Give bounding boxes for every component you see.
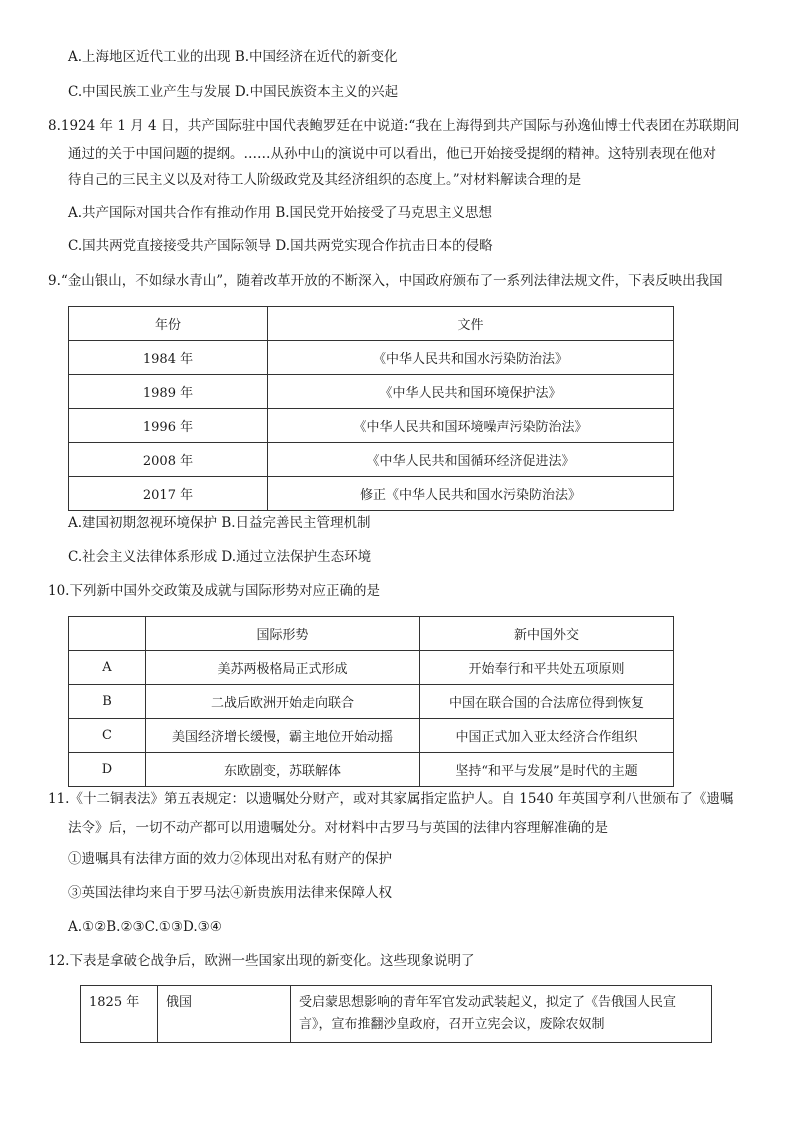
q11-options: A.①②B.②③C.①③D.③④	[68, 919, 222, 935]
table-cell-year: 1984 年	[69, 341, 268, 375]
table-cell-year: 1996 年	[69, 409, 268, 443]
q8-stem-line1: 8.1924 年 1 月 4 日，共产国际驻中国代表鲍罗廷在中说道:“我在上海得到共产国际与孙逸仙博士代表团在苏联期间	[48, 118, 740, 134]
q12-table	[80, 985, 712, 1043]
table-cell-option: B	[69, 685, 146, 719]
q9-stem-line1: 9.“金山银山，不如绿水青山”，随着改革开放的不断深入，中国政府颁布了一系列法律法规文件，下表反映出我国	[48, 273, 723, 289]
table-header-cell	[69, 617, 146, 651]
q7-options-cd: C.中国民族工业产生与发展 D.中国民族资本主义的兴起	[68, 84, 399, 100]
table-cell-document: 《中华人民共和国环境噪声污染防治法》	[268, 409, 674, 443]
table-cell-situation: 美国经济增长缓慢，霸主地位开始动摇	[146, 719, 420, 753]
table-cell-option: D	[69, 753, 146, 787]
q9-options-cd: C.社会主义法律体系形成 D.通过立法保护生态环境	[68, 549, 372, 565]
table-cell-event	[291, 986, 712, 1043]
table-cell-situation: 东欧剧变，苏联解体	[146, 753, 420, 787]
table-cell-diplomacy: 开始奉行和平共处五项原则	[420, 651, 674, 685]
q8-options-ab: A.共产国际对国共合作有推动作用 B.国民党开始接受了马克思主义思想	[68, 205, 493, 221]
table-cell-option: C	[69, 719, 146, 753]
q11-items-34: ③英国法律均来自于罗马法④新贵族用法律来保障人权	[68, 885, 392, 901]
table-row	[69, 443, 674, 477]
table-cell-option: A	[69, 651, 146, 685]
q8-stem-line2: 通过的关于中国问题的提纲。……从孙中山的演说中可以看出，他已开始接受提纲的精神。这特别表现在他对	[68, 146, 716, 162]
table-header-cell: 国际形势	[146, 617, 420, 651]
table-cell-year: 2008 年	[69, 443, 268, 477]
table-row	[69, 753, 674, 787]
table-cell-situation: 美苏两极格局正式形成	[146, 651, 420, 685]
table-row	[69, 719, 674, 753]
q11-stem-line2: 法令》后，一切不动产都可以用遗嘱处分。对材料中古罗马与英国的法律内容理解准确的是	[68, 820, 608, 836]
table-cell-situation: 二战后欧洲开始走向联合	[146, 685, 420, 719]
table-row	[69, 685, 674, 719]
table-row	[69, 375, 674, 409]
table-cell-year: 2017 年	[69, 477, 268, 511]
table-cell-document: 《中华人民共和国循环经济促进法》	[268, 443, 674, 477]
table-cell-document: 《中华人民共和国水污染防治法》	[268, 341, 674, 375]
q11-stem-line1: 11.《十二铜表法》第五表规定：以遗嘱处分财产，或对其家属指定监护人。自 1540 年英国亨利八世颁布了《遗嘱	[48, 791, 734, 807]
table-row	[69, 477, 674, 511]
table-header-cell: 年份	[69, 307, 268, 341]
q8-options-cd: C.国共两党直接接受共产国际领导 D.国共两党实现合作抗击日本的侵略	[68, 238, 493, 254]
table-row	[81, 986, 712, 1043]
table-cell-diplomacy: 中国正式加入亚太经济合作组织	[420, 719, 674, 753]
q10-stem-line1: 10.下列新中国外交政策及成就与国际形势对应正确的是	[48, 583, 380, 599]
table-row	[69, 409, 674, 443]
table-cell-document: 《中华人民共和国环境保护法》	[268, 375, 674, 409]
q8-stem-line3: 待自己的三民主义以及对待工人阶级政党及其经济组织的态度上。”对材料解读合理的是	[68, 172, 582, 188]
table-header-cell: 文件	[268, 307, 674, 341]
q10-table	[68, 616, 674, 787]
table-header-row	[69, 307, 674, 341]
table-cell-event-line1: 受启蒙思想影响的青年军官发动武装起义，拟定了《告俄国人民宣	[299, 995, 677, 1010]
table-cell-document: 修正《中华人民共和国水污染防治法》	[268, 477, 674, 511]
q9-table	[68, 306, 674, 511]
table-cell-year: 1825 年	[81, 986, 158, 1043]
table-cell-event-line2: 言》，宣布推翻沙皇政府，召开立宪会议，废除农奴制	[299, 1017, 605, 1032]
table-row	[69, 651, 674, 685]
table-header-row	[69, 617, 674, 651]
q9-options-ab: A.建国初期忽视环境保护 B.日益完善民主管理机制	[68, 515, 371, 531]
table-cell-country: 俄国	[158, 986, 291, 1043]
q7-options-ab: A.上海地区近代工业的出现 B.中国经济在近代的新变化	[68, 49, 398, 65]
q12-stem-line1: 12.下表是拿破仑战争后，欧洲一些国家出现的新变化。这些现象说明了	[48, 953, 475, 969]
table-cell-year: 1989 年	[69, 375, 268, 409]
table-row	[69, 341, 674, 375]
table-cell-diplomacy: 中国在联合国的合法席位得到恢复	[420, 685, 674, 719]
table-cell-diplomacy: 坚持“和平与发展”是时代的主题	[420, 753, 674, 787]
q11-items-12: ①遗嘱具有法律方面的效力②体现出对私有财产的保护	[68, 851, 392, 867]
table-header-cell: 新中国外交	[420, 617, 674, 651]
